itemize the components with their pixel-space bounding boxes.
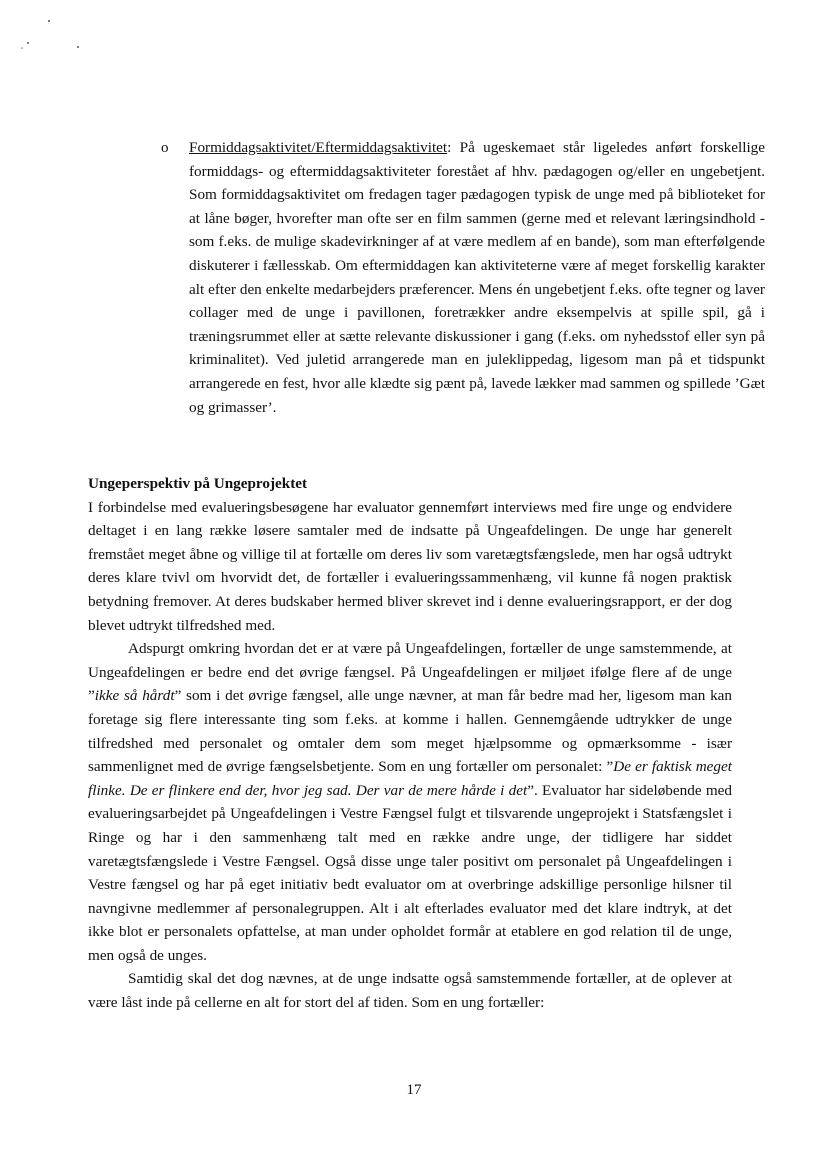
section-heading: Ungeperspektiv på Ungeprojektet <box>88 475 308 492</box>
bullet-item-activities <box>161 136 765 419</box>
paragraph-2-part-a: Adspurgt omkring hvordan det er at være på Ungeafdelingen, fortæller de unge samstemmende, at Ungeafdelingen er bedre end det øvrige fængsel. På Ungeafdelingen er miljøet ifølge flere af de unge ” <box>88 640 732 705</box>
scan-specks <box>0 0 120 70</box>
section-youth-perspective <box>88 472 732 1015</box>
paragraph-1: I forbindelse med evalueringsbesøgene har evaluator gennemført interviews med fire unge og endvidere deltaget i en lang række løsere samtaler med de indsatte på Ungeafdelingen. De unge har generelt fremstået meget åbne og villige til at fortælle om deres liv som varetægtsfængslede, men har også udtrykt deres klare tvivl om hvorvidt det, de fortæller i evalueringssammenhæng, vil kunne få nogen praktisk betydning fremover. At deres budskaber hermed bliver skrevet ind i denne evalueringsrapport, er der dog blevet udtrykt tilfredshed med. <box>88 498 732 634</box>
quote-not-so-hard: ikke så hårdt <box>94 687 175 705</box>
paragraph-2 <box>88 637 732 967</box>
paragraph-2-part-b: ” som i det øvrige fængsel, alle unge nævner, at man får bedre mad her, ligesom man kan foretage sig flere interessante ting som f.eks. at komme i hallen. Gennemgående udtrykker de unge tilfredshed med personalet og omtaler dem som meget hjælpsomme og opmærksomme - især sammenlignet med de øvrige fængselsbetjente. Som en ung fortæller om personalet: ” <box>88 687 732 776</box>
bullet-body: : På ugeskemaet står ligeledes anført forskellige formiddags- og eftermiddagsaktiviteter forestået af hhv. pædagogen og/eller en ungebetjent. Som formiddagsaktivitet om fredagen tager pædagogen typisk de unge med på biblioteket for at låne bøger, hvorefter man ofte ser en film sammen (gerne med et relevant læringsindhold - som f.eks. de mulige skadevirkninger af at være medlem af en bande), som man efterfølgende diskuterer i fællesskab. Om eftermiddagen kan aktiviteterne være af meget forskellig karakter alt efter den enkelte medarbejders præferencer. Mens én ungebetjent f.eks. ofte tegner og laver collager med de unge i pavillonen, foretrækker andre eksempelvis at spille spil, gå i træningsrummet eller at sætte relevante diskussioner i gang (f.eks. om nyhedsstof eller syn på kriminalitet). Ved juletid arrangerede man en juleklippedag, ligesom man på et tidspunkt arrangerede en fest, hvor alle klædte sig pænt på, lavede lækker mad sammen og spillede ’Gæt og grimasser’. <box>189 139 765 416</box>
bullet-title: Formiddagsaktivitet/Eftermiddagsaktivitet <box>189 139 448 156</box>
quote-staff-kind: De er faktisk meget flinke. De er flinkere end der, hvor jeg sad. Der var de mere hårde i det <box>88 758 732 799</box>
paragraph-3: Samtidig skal det dog nævnes, at de unge indsatte også samstemmende fortæller, at de oplever at være låst inde på cellerne en alt for stort del af tiden. Som en ung fortæller: <box>88 970 732 1012</box>
bullet-text <box>189 136 765 419</box>
bullet-marker: o <box>161 140 169 156</box>
page-number: 17 <box>406 1082 422 1098</box>
paragraph-2-part-c: ”. Evaluator har sideløbende med evalueringsarbejdet på Ungeafdelingen i Vestre Fængsel fulgt et tilsvarende ungeprojekt i Statsfængslet i Ringe og har i den sammenhæng talt med en række andre unge, der tidligere har siddet varetægtsfængslede i Vestre Fængsel. Også disse unge taler positivt om personalet på Ungeafdelingen i Vestre fængsel og har på eget initiativ bedt evaluator om at overbringe adskillige personlige hilsner til navngivne medlemmer af personalegruppen. Alt i alt efterlades evaluator med det klare indtryk, at det ikke blot er personalets opfattelse, at man under opholdet formår at etablere en god relation til de unge, men også de unges. <box>88 781 732 964</box>
